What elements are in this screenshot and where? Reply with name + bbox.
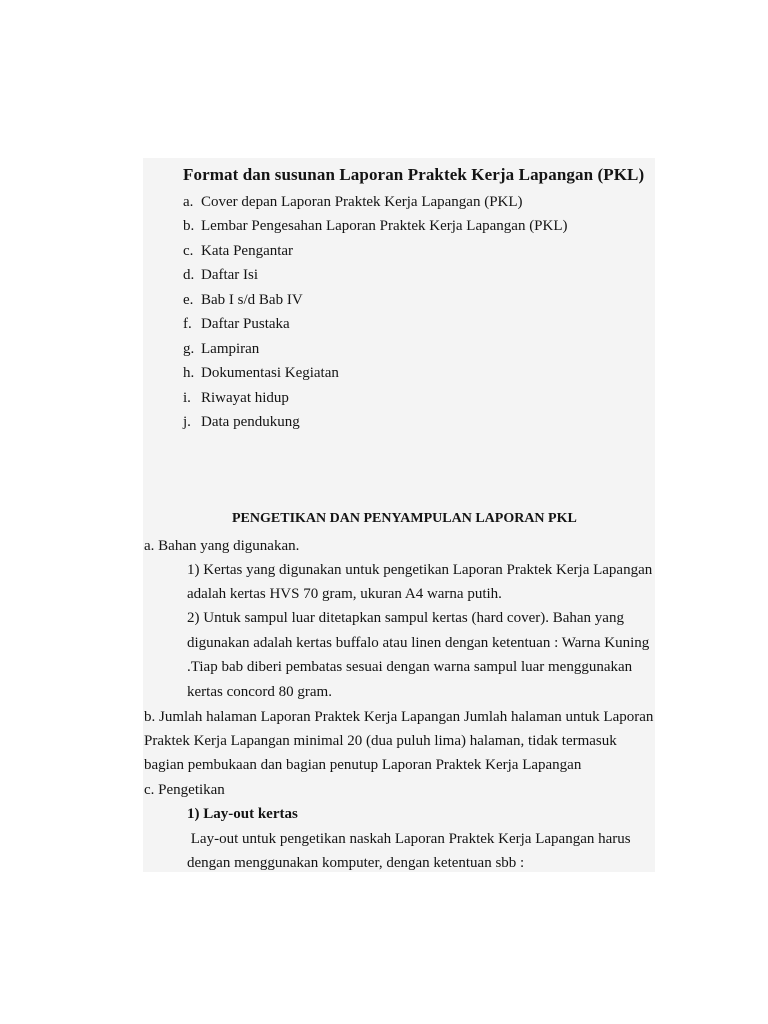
list-item-text: Cover depan Laporan Praktek Kerja Lapangan (PKL) — [201, 194, 523, 210]
section2-title: PENGETIKAN DAN PENYAMPULAN LAPORAN PKL — [232, 511, 577, 526]
list-item-text: Lampiran — [201, 341, 260, 357]
list-item-letter: f. — [183, 316, 192, 332]
paragraph-line: Praktek Kerja Lapangan minimal 20 (dua puluh lima) halaman, tidak termasuk — [144, 733, 617, 749]
paragraph-line: 2) Untuk sampul luar ditetapkan sampul kertas (hard cover). Bahan yang — [187, 610, 624, 626]
list-item-letter: i. — [183, 390, 191, 406]
list-item-letter: d. — [183, 267, 195, 283]
list-item-letter: h. — [183, 365, 195, 381]
list-item-text: Riwayat hidup — [201, 390, 289, 406]
list-item-text: Dokumentasi Kegiatan — [201, 365, 339, 381]
list-item-letter: g. — [183, 341, 195, 357]
paragraph-line: 1) Kertas yang digunakan untuk pengetikan Laporan Praktek Kerja Lapangan — [187, 562, 653, 578]
list-item-text: Kata Pengantar — [201, 243, 294, 259]
section1-title: Format dan susunan Laporan Praktek Kerja Lapangan (PKL) — [183, 165, 645, 184]
paragraph-line: adalah kertas HVS 70 gram, ukuran A4 warna putih. — [187, 586, 502, 602]
paragraph-line: .Tiap bab diberi pembatas sesuai dengan warna sampul luar menggunakan — [187, 659, 633, 675]
paragraph-line: b. Jumlah halaman Laporan Praktek Kerja Lapangan Jumlah halaman untuk Laporan — [144, 709, 654, 725]
list-item-text: Lembar Pengesahan Laporan Praktek Kerja Lapangan (PKL) — [201, 218, 568, 234]
subsection-a-heading: a. Bahan yang digunakan. — [144, 538, 300, 554]
list-item-letter: e. — [183, 292, 194, 308]
list-item-text: Bab I s/d Bab IV — [201, 292, 303, 308]
list-item-letter: j. — [183, 414, 191, 430]
list-item-text: Data pendukung — [201, 414, 300, 430]
list-item-letter: a. — [183, 194, 194, 210]
list-item-text: Daftar Pustaka — [201, 316, 290, 332]
list-item-text: Daftar Isi — [201, 267, 259, 283]
paragraph-line: digunakan adalah kertas buffalo atau linen dengan ketentuan : Warna Kuning — [187, 635, 650, 651]
paragraph-line: kertas concord 80 gram. — [187, 684, 332, 700]
paragraph-line: bagian pembukaan dan bagian penutup Laporan Praktek Kerja Lapangan — [144, 757, 582, 773]
subsection-c-heading: c. Pengetikan — [144, 782, 225, 798]
list-item-letter: b. — [183, 218, 195, 234]
subsection-c-subheading: 1) Lay-out kertas — [187, 806, 298, 822]
paragraph-line: Lay-out untuk pengetikan naskah Laporan Praktek Kerja Lapangan harus — [187, 831, 631, 847]
list-item-letter: c. — [183, 243, 194, 259]
paragraph-line: dengan menggunakan komputer, dengan ketentuan sbb : — [187, 855, 525, 871]
